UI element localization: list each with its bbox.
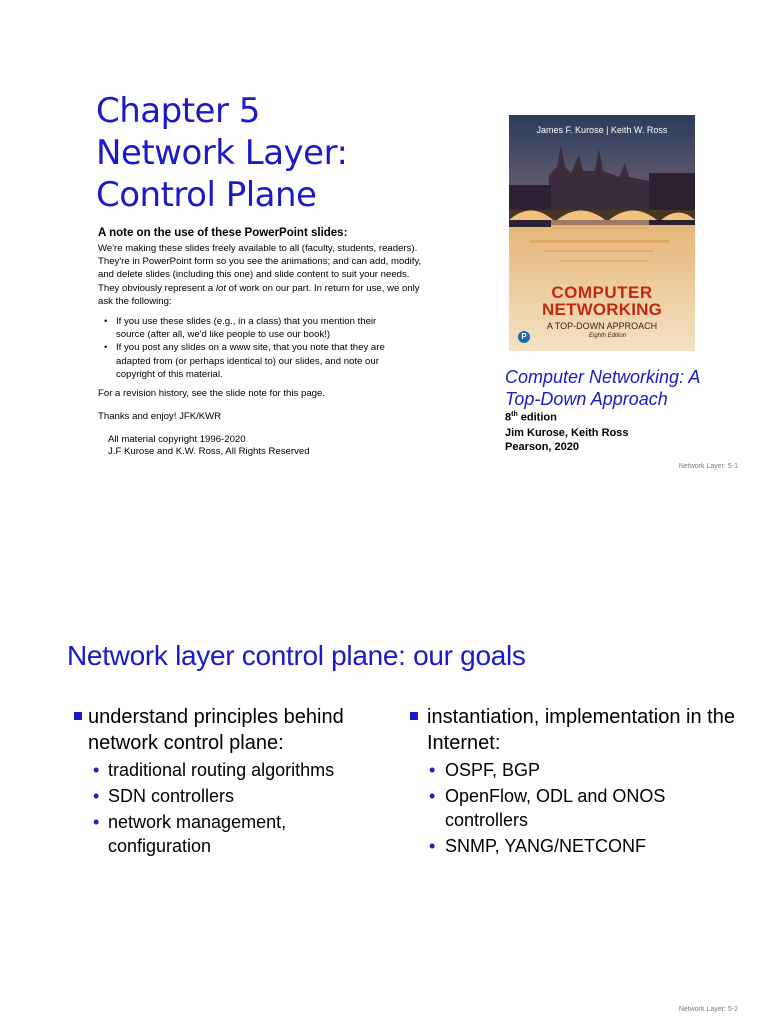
slide-footer: Network Layer: 5-2: [678, 1006, 738, 1013]
note-paragraph: We're making these slides freely available to all (faculty, students, readers). They're in PowerPoint form so you see the animations; and can add, modify, and delete slides (including this one) and slide content to suit your needs. They obviously represent a lot of work on our part. In return for use, we only ask the following:: [98, 243, 422, 307]
cover-authors: James F. Kurose | Keith W. Ross: [536, 125, 668, 135]
book-edition: 8th edition: [505, 411, 557, 424]
right-column: [407, 704, 747, 858]
book-cover-image: [509, 115, 695, 351]
bullet-icon: •: [429, 836, 436, 856]
list-item: understand principles behind network control plane:: [72, 704, 382, 756]
note-list: [104, 315, 404, 381]
book-title: Computer Networking: A Top-Down Approach: [505, 367, 701, 409]
list-item: • SDN controllers: [93, 786, 235, 806]
slide-2: [0, 512, 768, 1024]
cover-title-line-1: COMPUTER: [551, 283, 653, 302]
cover-title-line-2: NETWORKING: [541, 300, 663, 319]
slide-footer: Network Layer: 5-1: [678, 463, 738, 470]
list-item: • SNMP, YANG/NETCONF: [429, 836, 647, 856]
list-item: • traditional routing algorithms: [93, 760, 335, 780]
bullet-icon: •: [93, 786, 100, 806]
copyright-note: All material copyright 1996-2020 J.F Kurose and K.W. Ross, All Rights Reserved: [108, 434, 310, 457]
note-heading: A note on the use of these PowerPoint slides:: [98, 227, 348, 239]
slide-title: Network layer control plane: our goals: [67, 640, 526, 671]
bullet-icon: •: [429, 760, 436, 780]
square-bullet-icon: [74, 712, 82, 720]
list-item: • If you post any slides on a www site, that you note that they are adapted from (or perhaps identical to) our slides, and note our copyright of this material.: [104, 342, 385, 380]
cover-subtitle: A TOP-DOWN APPROACH: [546, 321, 658, 331]
pearson-logo-icon: P: [518, 331, 530, 343]
bullet-icon: •: [93, 812, 100, 832]
book-authors: Jim Kurose, Keith Ross: [505, 427, 629, 439]
chapter-title: Chapter 5 Network Layer: Control Plane: [96, 91, 348, 215]
bullet-icon: •: [429, 786, 436, 806]
list-item: • network management, configuration: [93, 812, 287, 856]
list-item: • OSPF, BGP: [429, 760, 541, 780]
thanks-note: Thanks and enjoy! JFK/KWR: [98, 411, 222, 422]
square-bullet-icon: [410, 712, 418, 720]
cover-edition: Eighth Edition: [589, 333, 627, 339]
list-item: instantiation, implementation in the Internet:: [407, 704, 747, 756]
list-item: • OpenFlow, ODL and ONOS controllers: [429, 786, 666, 830]
list-item: • If you use these slides (e.g., in a class) that you mention their source (after all, we'd like people to use our book!): [104, 316, 377, 341]
book-publisher: Pearson, 2020: [505, 441, 579, 453]
bullet-icon: •: [93, 760, 100, 780]
revision-note: For a revision history, see the slide note for this page.: [98, 388, 325, 399]
left-column: [72, 704, 382, 858]
